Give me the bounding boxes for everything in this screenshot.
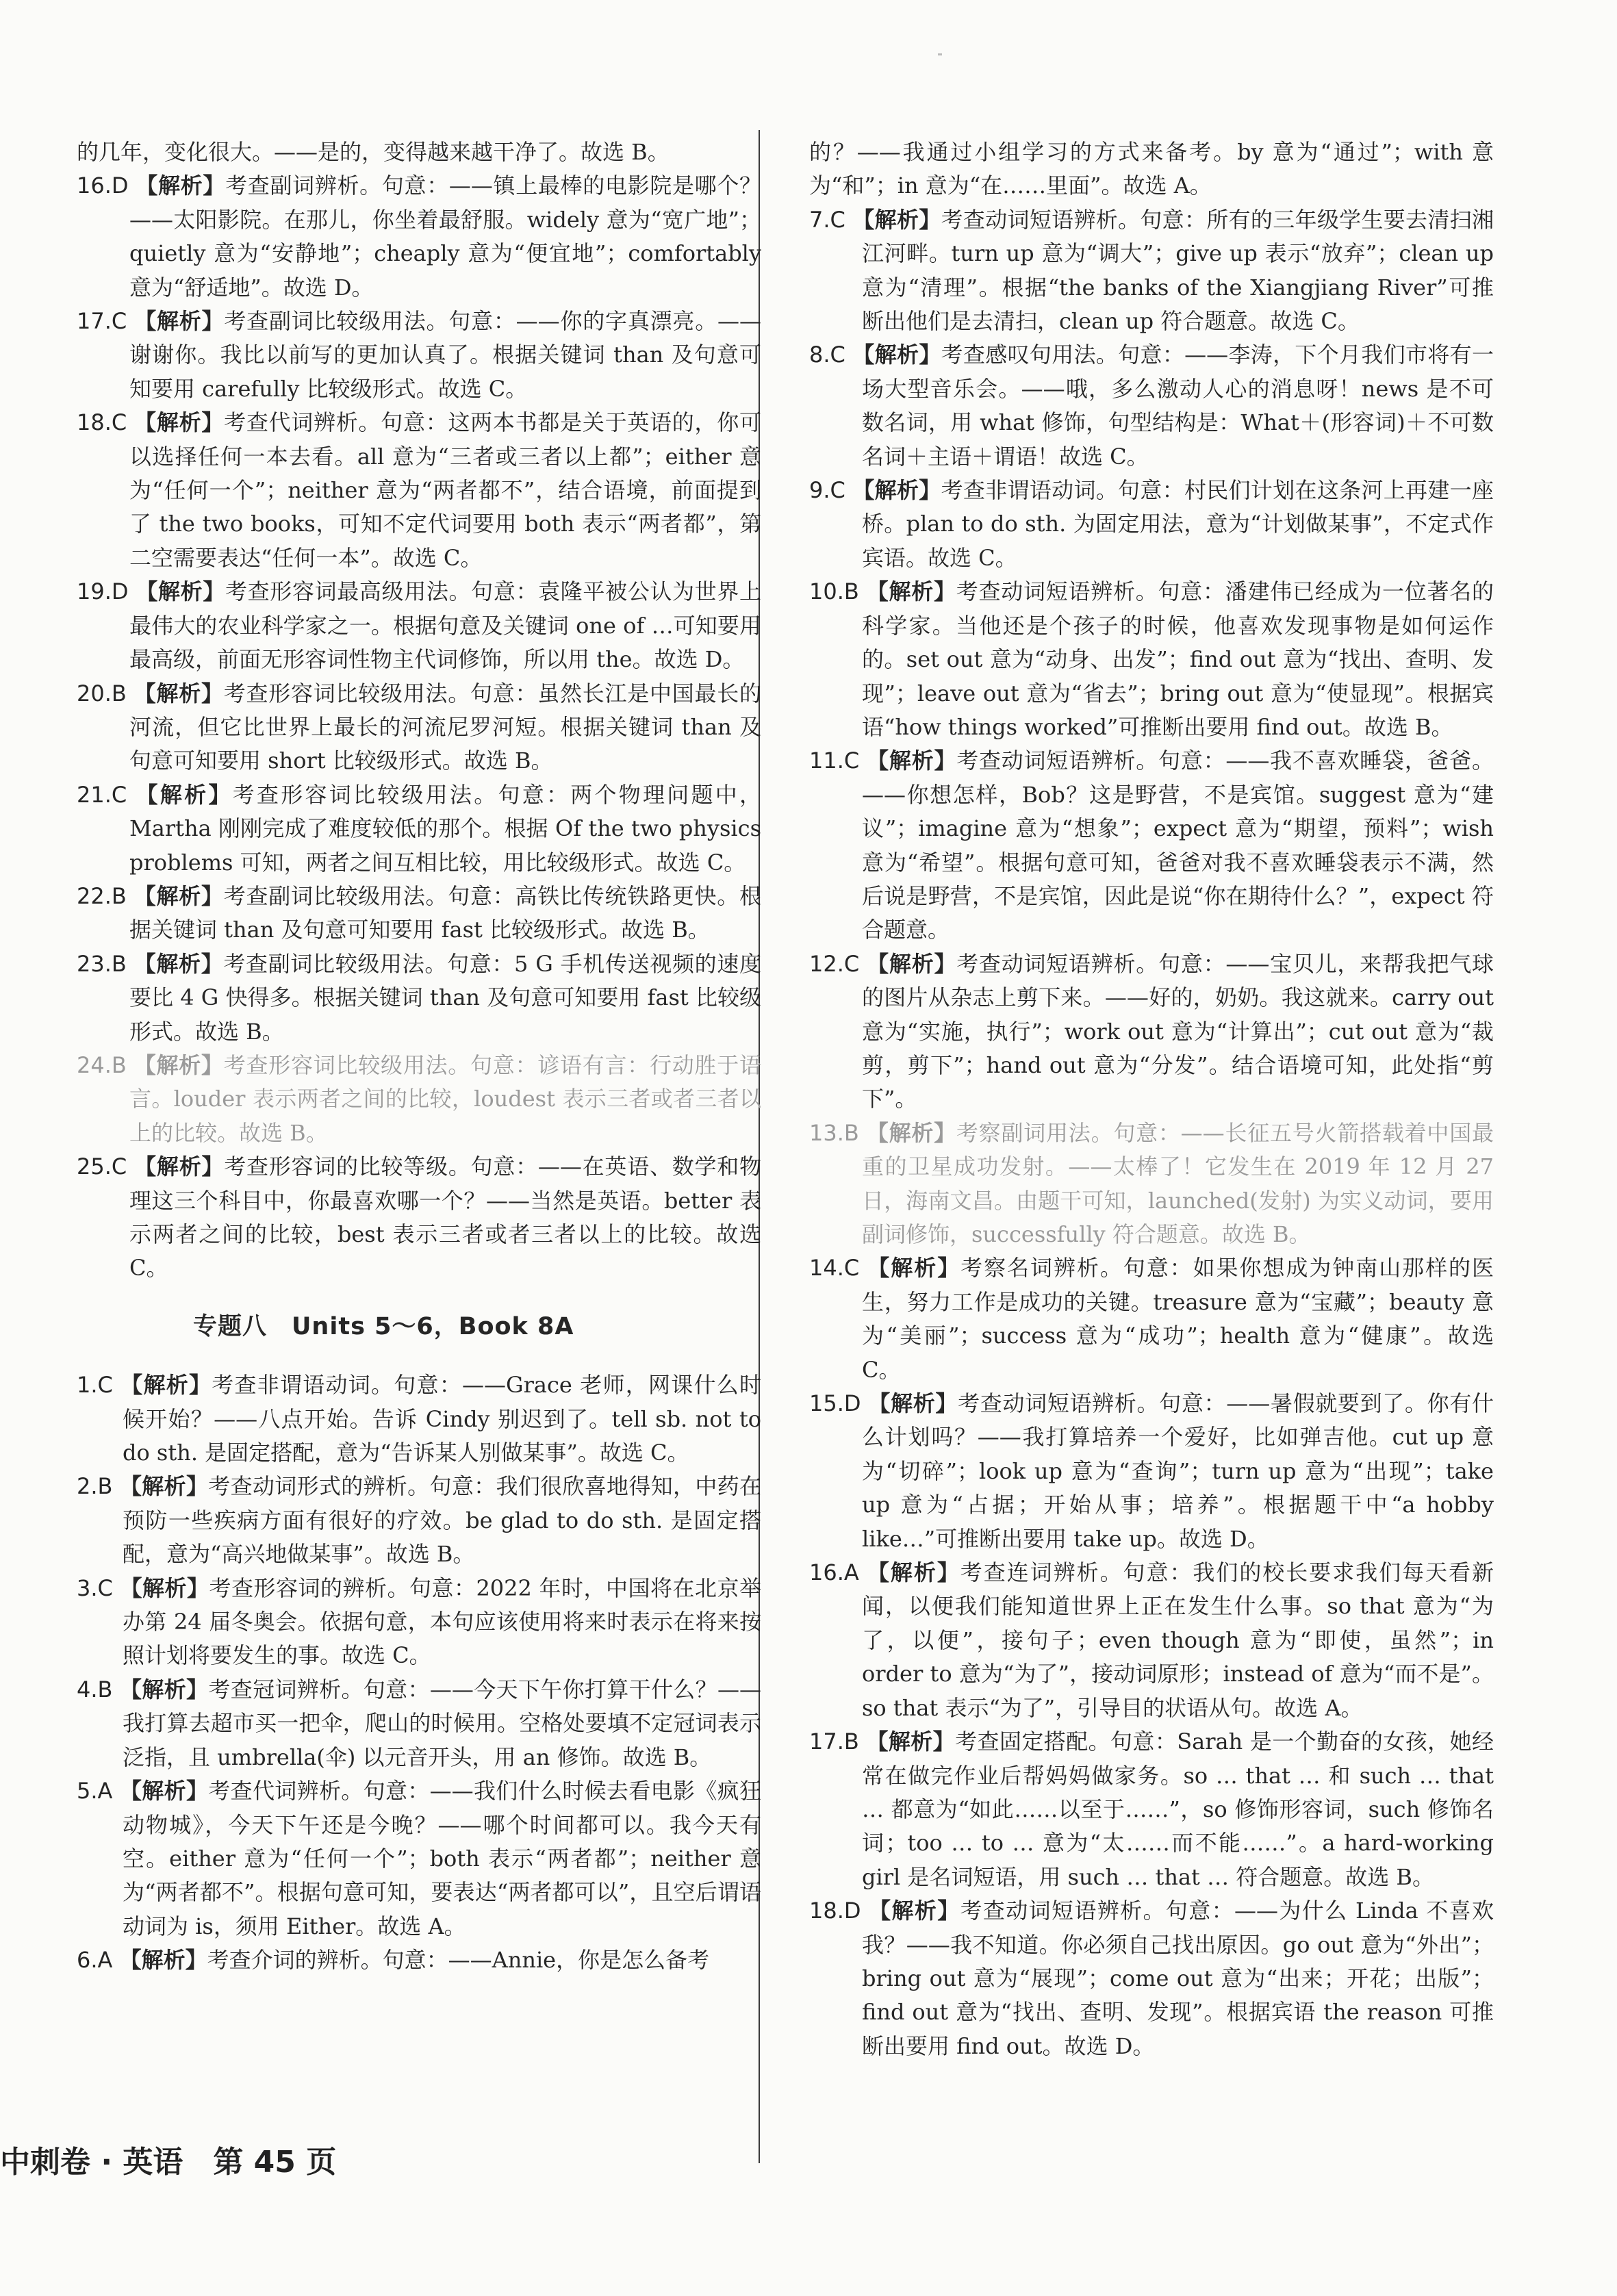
answer-text: 考查副词辨析。句意：——镇上最棒的电影院是哪个？——太阳影院。在那儿，你坐着最舒服。widely 意为“宽广地”；quietly 意为“安静地”；cheaply 意为“便宜地”；comfortably 意为“舒适地”。故选 D。 (129, 173, 761, 301)
answer-text: 考查冠词辨析。句意：——今天下午你打算干什么？——我打算去超市买一把伞，爬山的时候用。空格处要填不定冠词表示泛指，且 umbrella(伞) 以元音开头，用 an 修饰。故选 B。 (123, 1676, 761, 1770)
answer-number: 1.C (77, 1372, 121, 1399)
answer-text: 考查动词短语辨析。句意：——暑假就要到了。你有什么计划吗？——我打算培养一个爱好，比如弹吉他。cut up 意为“切碎”；look up 意为“查询”；turn up 意为“出现”；take up 意为“占据；开始从事；培养”。根据题干中“a hobby like…”可推断出要用 take up。故选 D。 (862, 1390, 1494, 1552)
answer-entry (77, 169, 761, 305)
answer-number: 11.C (809, 748, 867, 774)
answer-number: 25.C (77, 1153, 135, 1180)
answer-text: 考查形容词比较级用法。句意：两个物理问题中，Martha 刚刚完成了难度较低的那个。根据 Of the two physics problems 可知，两者之间互相比较，用比较级形式。故选 C。 (129, 781, 761, 876)
answer-text: 考查动词短语辨析。句意：——我不喜欢睡袋，爸爸。——你想怎样，Bob？这是野营，不是宾馆。suggest 意为“建议”；imagine 意为“想象”；expect 意为“期望，预料”；wish 意为“希望”。根据句意可知，爸爸对我不喜欢睡袋表示不满，然后说是野营，不是宾馆，因此是说“你在期待什么？”，expect 符合题意。 (862, 748, 1494, 943)
answer-entry (809, 1725, 1494, 1894)
answer-number: 3.C (77, 1574, 120, 1601)
answer-text: 的几年，变化很大。——是的，变得越来越干净了。故选 B。 (77, 139, 670, 165)
answer-number: 13.B (809, 1119, 867, 1146)
answer-entry (77, 1368, 761, 1470)
answer-text: 的？——我通过小组学习的方式来备考。by 意为“通过”；with 意为“和”；in 意为“在……里面”。故选 A。 (809, 139, 1494, 199)
answer-entry (809, 1251, 1494, 1387)
answer-text: 考查动词短语辨析。句意：——为什么 Linda 不喜欢我？——我不知道。你必须自己找出原因。go out 意为“外出”；bring out 意为“展现”；come out 意为“出来；开花；出版”；find out 意为“找出、查明、发现”。根据宾语 the reason 可推断出要用 find out。故选 D。 (862, 1898, 1494, 2059)
answer-text: 考查形容词的辨析。句意：2022 年时，中国将在北京举办第 24 届冬奥会。依据句意，本句应该使用将来时表示在将来按照计划将要发生的事。故选 C。 (123, 1574, 761, 1669)
answer-entry (77, 778, 761, 880)
analysis-tag: 【解析】 (867, 1255, 961, 1281)
answer-number: 20.B (77, 680, 134, 706)
answer-text: 考察副词用法。句意：——长征五号火箭搭载着中国最重的卫星成功发射。——太棒了！它发生在 2019 年 12 月 27 日，海南文昌。由题干可知，launched(发射) 为实义动词，要用副词修饰，successfully 符合题意。故选 B。 (862, 1119, 1494, 1247)
answer-text: 考查动词短语辨析。句意：潘建伟已经成为一位著名的科学家。当他还是个孩子的时候，他喜欢发现事物是如何运作的。set out 意为“动身、出发”；find out 意为“找出、查明、发现”；leave out 意为“省去”；bring out 意为“使显现”。根据宾语“how things worked”可推断出要用 find out。故选 B。 (862, 578, 1494, 740)
analysis-tag: 【解析】 (133, 1051, 224, 1078)
answer-number: 21.C (77, 781, 136, 808)
answer-number: 8.C (809, 342, 853, 368)
answer-text: 考查动词形式的辨析。句意：我们很欣喜地得知，中药在预防一些疾病方面有很好的疗效。be glad to do sth. 是固定搭配，意为“高兴地做某事”。故选 B。 (123, 1473, 761, 1568)
analysis-tag: 【解析】 (134, 409, 225, 436)
answer-entry (77, 1774, 761, 1943)
page-footer: 中刺卷 · 英语 第 45 页 (0, 2145, 337, 2180)
analysis-tag: 【解析】 (867, 748, 957, 774)
left-answer-list (77, 136, 761, 1286)
answer-number: 2.B (77, 1473, 120, 1500)
analysis-tag: 【解析】 (136, 173, 226, 199)
answer-entry (77, 305, 761, 406)
answer-text: 考查非谓语动词。句意：村民们计划在这条河上再建一座桥。plan to do sth. 为固定用法，意为“计划做某事”，不定式作宾语。故选 C。 (862, 477, 1494, 571)
answer-number: 23.B (77, 950, 134, 977)
answer-text: 考查副词比较级用法。句意：5 G 手机传送视频的速度要比 4 G 快得多。根据关键词 than 及句意可知要用 fast 比较级形式。故选 B。 (129, 950, 761, 1045)
analysis-tag: 【解析】 (134, 1153, 225, 1180)
answer-entry (809, 338, 1494, 474)
answer-entry (77, 677, 761, 778)
answer-entry (809, 474, 1494, 575)
answer-number: 18.D (809, 1898, 869, 1924)
section-answer-list (77, 1368, 761, 1977)
left-column (77, 136, 761, 1978)
answer-text: 考查动词短语辨析。句意：所有的三年级学生要去清扫湘江河畔。turn up 意为“调大”；give up 表示“放弃”；clean up 意为“清理”。根据“the banks of the Xiangjiang River”可推断出他们是去清扫，clean up 符合题意。故选 C。 (862, 206, 1494, 335)
answer-entry (809, 1894, 1494, 2063)
analysis-tag: 【解析】 (866, 1729, 956, 1755)
answer-text: 考查介词的辨析。句意：——Annie，你是怎么备考 (207, 1947, 710, 1974)
answer-entry (809, 575, 1494, 744)
answer-entry (809, 1556, 1494, 1725)
analysis-tag: 【解析】 (133, 680, 224, 706)
answer-number: 10.B (809, 578, 867, 605)
answer-text: 考查副词比较级用法。句意：——你的字真漂亮。——谢谢你。我比以前写的更加认真了。根据关键词 than 及句意可知要用 carefully 比较级形式。故选 C。 (129, 308, 761, 402)
analysis-tag: 【解析】 (119, 1947, 207, 1974)
answer-text: 考查动词短语辨析。句意：——宝贝儿，来帮我把气球的图片从杂志上剪下来。——好的，奶奶。我这就来。carry out 意为“实施，执行”；work out 意为“计算出”；cut out 意为“裁剪，剪下”；hand out 意为“分发”。结合语境可知，此处指“剪下”。 (862, 950, 1494, 1112)
answer-entry (809, 947, 1494, 1117)
answer-text: 考查形容词最高级用法。句意：袁隆平被公认为世界上最伟大的农业科学家之一。根据句意及关键词 one of …可知要用最高级，前面无形容词性物主代词修饰，所以用 the。故选 D。 (129, 578, 761, 673)
answer-entry (77, 947, 761, 1049)
analysis-tag: 【解析】 (136, 781, 233, 808)
answer-text: 考查代词辨析。句意：——我们什么时候去看电影《疯狂动物城》，今天下午还是今晚？——哪个时间都可以。我今天有空。either 意为“任何一个”；both 表示“两者都”；neither 意为“两者都不”。根据句意可知，要表达“两者都可以”，且空后谓语动词为 is，须用 Either。故选 A。 (123, 1778, 761, 1939)
answer-entry (809, 1387, 1494, 1556)
answer-number: 18.C (77, 409, 135, 436)
analysis-tag: 【解析】 (866, 578, 956, 605)
analysis-tag: 【解析】 (120, 1574, 209, 1601)
answer-number: 17.C (77, 308, 135, 335)
answer-entry (77, 1150, 761, 1286)
answer-number: 16.A (809, 1559, 867, 1586)
answer-text: 考查形容词比较级用法。句意：虽然长江是中国最长的河流，但它比世界上最长的河流尼罗河短。根据关键词 than 及句意可知要用 short 比较级形式。故选 B。 (129, 680, 761, 774)
answer-number: 12.C (809, 950, 867, 977)
answer-number: 17.B (809, 1729, 867, 1755)
answer-entry (809, 136, 1494, 203)
answer-number: 16.D (77, 173, 136, 199)
answer-text: 考查连词辨析。句意：我们的校长要求我们每天看新闻，以便我们能知道世界上正在发生什么事。so that 意为“为了，以便”，接句子；even though 意为“即使，虽然”；in order to 意为“为了”，接动词原形；instead of 意为“而不是”。so that 表示“为了”，引导目的状语从句。故选 A。 (862, 1559, 1494, 1721)
answer-entry (77, 880, 761, 947)
analysis-tag: 【解析】 (852, 477, 941, 504)
answer-number: 6.A (77, 1947, 120, 1974)
answer-number: 19.D (77, 578, 136, 605)
answer-text: 考查感叹句用法。句意：——李涛，下个月我们市将有一场大型音乐会。——哦，多么激动人心的消息呀！news 是不可数名词，用 what 修饰，句型结构是：What＋(形容词)＋不可数名词＋主语＋谓语！故选 C。 (862, 342, 1494, 470)
answer-entry (77, 1943, 761, 1977)
answer-number: 22.B (77, 882, 134, 909)
answer-entry (809, 1117, 1494, 1252)
answer-number: 5.A (77, 1778, 120, 1804)
answer-entry (77, 136, 761, 169)
answer-text: 考查非谓语动词。句意：——Grace 老师，网课什么时候开始？——八点开始。告诉 Cindy 别迟到了。tell sb. not to do sth. 是固定搭配，意为“告诉某人别做某事”。故选 C。 (123, 1372, 761, 1466)
answer-text: 考查固定搭配。句意：Sarah 是一个勤奋的女孩，她经常在做完作业后帮妈妈做家务。so … that … 和 such … that … 都意为“如此……以至于……”，so 修饰形容词，such 修饰名词；too … to … 意为“太……而不能……”。a hard-working girl 是名词短语，用 such … that … 符合题意。故选 B。 (862, 1729, 1494, 1890)
analysis-tag: 【解析】 (120, 1676, 209, 1702)
answer-number: 4.B (77, 1676, 120, 1702)
analysis-tag: 【解析】 (866, 1119, 956, 1146)
analysis-tag: 【解析】 (136, 578, 225, 605)
answer-entry (77, 575, 761, 676)
answer-number: 9.C (809, 477, 853, 504)
analysis-tag: 【解析】 (133, 950, 224, 977)
answer-entry (77, 1673, 761, 1774)
answer-text: 考查代词辨析。句意：这两本书都是关于英语的，你可以选择任何一本去看。all 意为“三者或三者以上都”；either 意为“任何一个”；neither 意为“两者都不”，结合语境，前面提到了 the two books，可知不定代词要用 both 表示“两者都”，第二空需要表达“任何一本”。故选 C。 (129, 409, 761, 571)
right-answer-list (809, 136, 1494, 2063)
analysis-tag: 【解析】 (852, 342, 941, 368)
analysis-tag: 【解析】 (133, 882, 224, 909)
answer-entry (77, 1470, 761, 1571)
analysis-tag: 【解析】 (852, 206, 941, 233)
analysis-tag: 【解析】 (134, 308, 225, 335)
analysis-tag: 【解析】 (869, 1898, 960, 1924)
analysis-tag: 【解析】 (868, 1390, 958, 1417)
analysis-tag: 【解析】 (119, 1473, 209, 1500)
answer-text: 考查形容词比较级用法。句意：谚语有言：行动胜于语言。louder 表示两者之间的比较，loudest 表示三者或者三者以上的比较。故选 B。 (129, 1051, 761, 1146)
answer-entry (77, 1572, 761, 1673)
analysis-tag: 【解析】 (867, 950, 957, 977)
section-title: 专题八 Units 5～6，Book 8A (193, 1312, 574, 1340)
analysis-tag: 【解析】 (867, 1559, 960, 1586)
answer-entry (77, 1049, 761, 1150)
answer-entry (809, 203, 1494, 339)
answer-text: 考查形容词的比较等级。句意：——在英语、数学和物理这三个科目中，你最喜欢哪一个？——当然是英语。better 表示两者之间的比较，best 表示三者或者三者以上的比较。故选 C。 (129, 1153, 761, 1281)
scan-mark (938, 53, 942, 55)
answer-entry (809, 744, 1494, 947)
answer-number: 24.B (77, 1051, 134, 1078)
answer-number: 14.C (809, 1255, 868, 1281)
right-column (809, 136, 1494, 2063)
analysis-tag: 【解析】 (120, 1372, 212, 1399)
answer-entry (77, 406, 761, 575)
answer-number: 7.C (809, 206, 853, 233)
answer-text: 考察名词辨析。句意：如果你想成为钟南山那样的医生，努力工作是成功的关键。treasure 意为“宝藏”；beauty 意为“美丽”；success 意为“成功”；health 意为“健康”。故选 C。 (862, 1255, 1494, 1383)
answer-number: 15.D (809, 1390, 869, 1417)
analysis-tag: 【解析】 (119, 1778, 209, 1804)
answer-text: 考查副词比较级用法。句意：高铁比传统铁路更快。根据关键词 than 及句意可知要用 fast 比较级形式。故选 B。 (129, 882, 761, 943)
